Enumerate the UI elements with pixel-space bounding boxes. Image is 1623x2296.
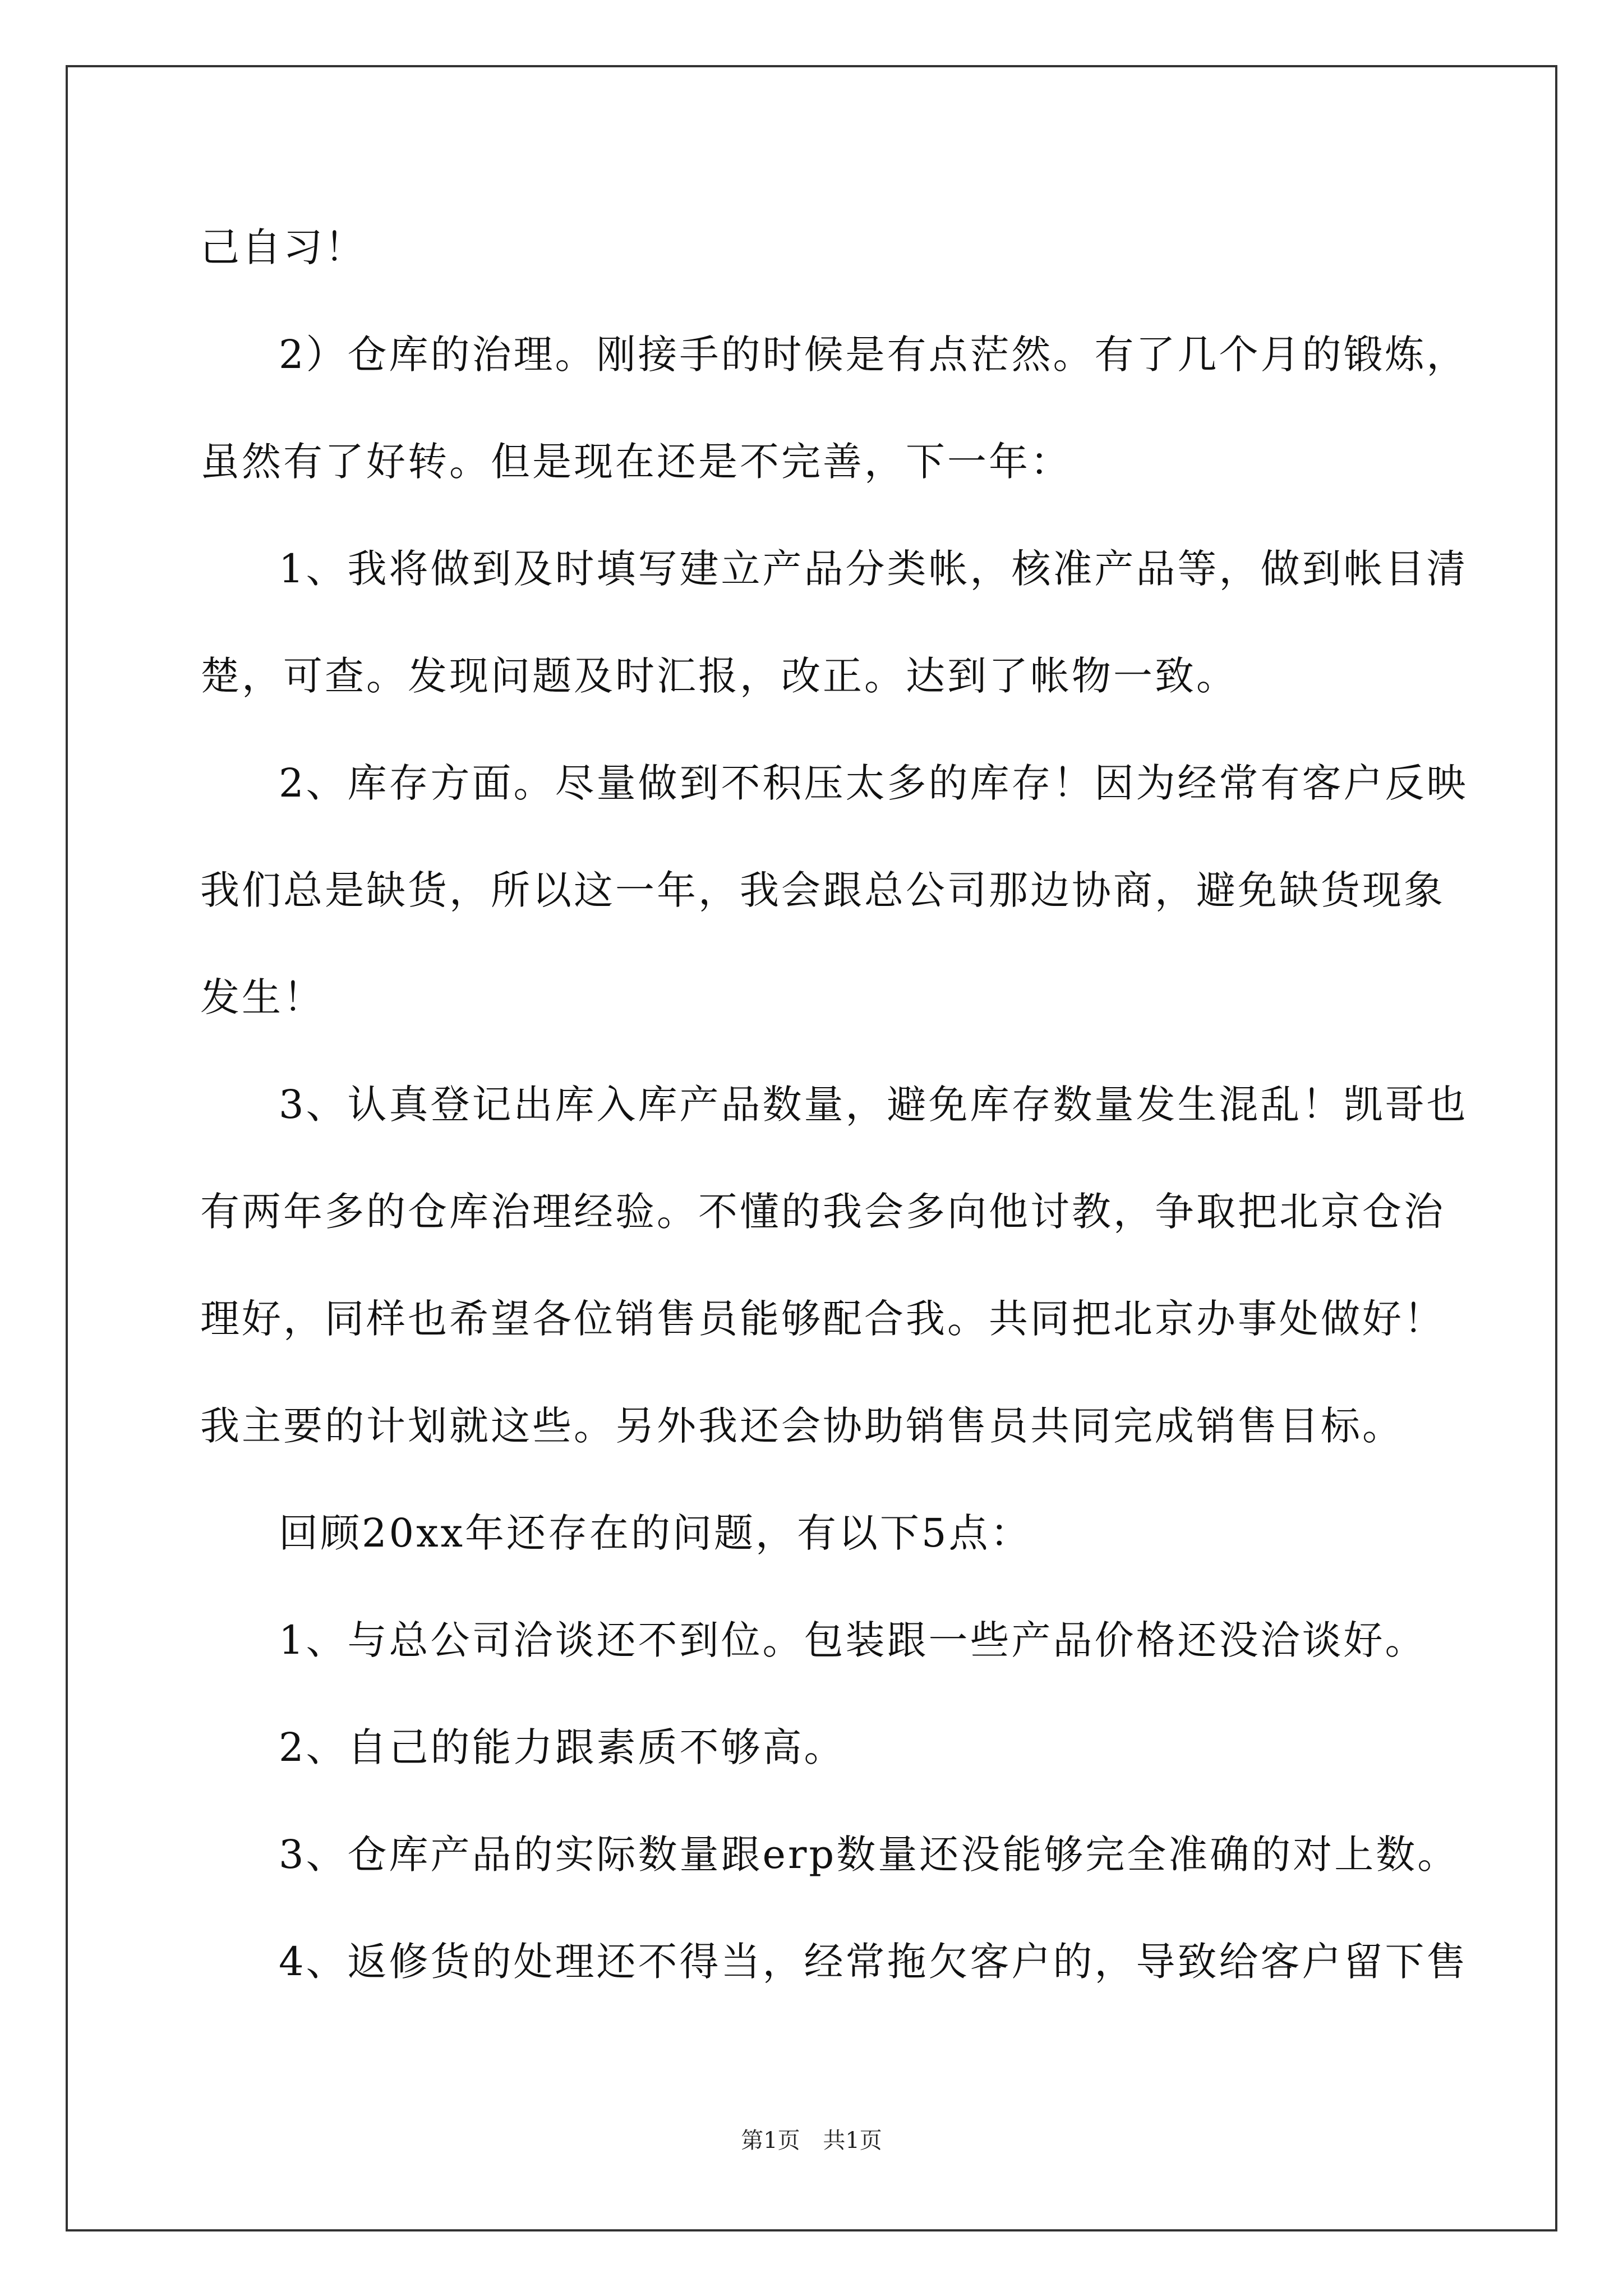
text-line: 2、自己的能力跟素质不够高。	[279, 1724, 846, 1770]
text-line: 理好，同样也希望各位销售员能够配合我。共同把北京办事处做好！	[200, 1296, 1445, 1342]
text-line: 2、库存方面。尽量做到不积压太多的库存！因为经常有客户反映	[279, 760, 1468, 806]
text-line: 3、认真登记出库入库产品数量，避免库存数量发生混乱！凯哥也	[279, 1082, 1468, 1128]
text-line: 我主要的计划就这些。另外我还会协助销售员共同完成销售目标。	[200, 1403, 1404, 1449]
text-line: 己自习！	[200, 224, 366, 270]
text-line: 有两年多的仓库治理经验。不懂的我会多向他讨教，争取把北京仓治	[200, 1189, 1445, 1235]
page-total: 共1页	[823, 2128, 882, 2154]
page-footer	[0, 2129, 1623, 2152]
text-line: 楚，可查。发现问题及时汇报，改正。达到了帐物一致。	[200, 653, 1238, 699]
text-line: 4、返修货的处理还不得当，经常拖欠客户的，导致给客户留下售	[279, 1939, 1468, 1985]
page-border	[66, 65, 1557, 2231]
text-line: 1、与总公司洽谈还不到位。包装跟一些产品价格还没洽谈好。	[279, 1617, 1427, 1663]
page-number: 第1页	[741, 2128, 800, 2154]
text-line: 回顾20xx年还存在的问题，有以下5点：	[279, 1510, 1032, 1556]
text-line: 2）仓库的治理。刚接手的时候是有点茫然。有了几个月的锻炼，	[279, 332, 1468, 378]
text-line: 发生！	[200, 974, 325, 1020]
text-line: 3、仓库产品的实际数量跟erp数量还没能够完全准确的对上数。	[279, 1832, 1459, 1878]
text-line: 1、我将做到及时填写建立产品分类帐，核准产品等，做到帐目清	[279, 546, 1468, 592]
text-line: 我们总是缺货，所以这一年，我会跟总公司那边协商，避免缺货现象	[200, 867, 1445, 913]
text-line: 虽然有了好转。但是现在还是不完善，下一年：	[200, 439, 1072, 485]
